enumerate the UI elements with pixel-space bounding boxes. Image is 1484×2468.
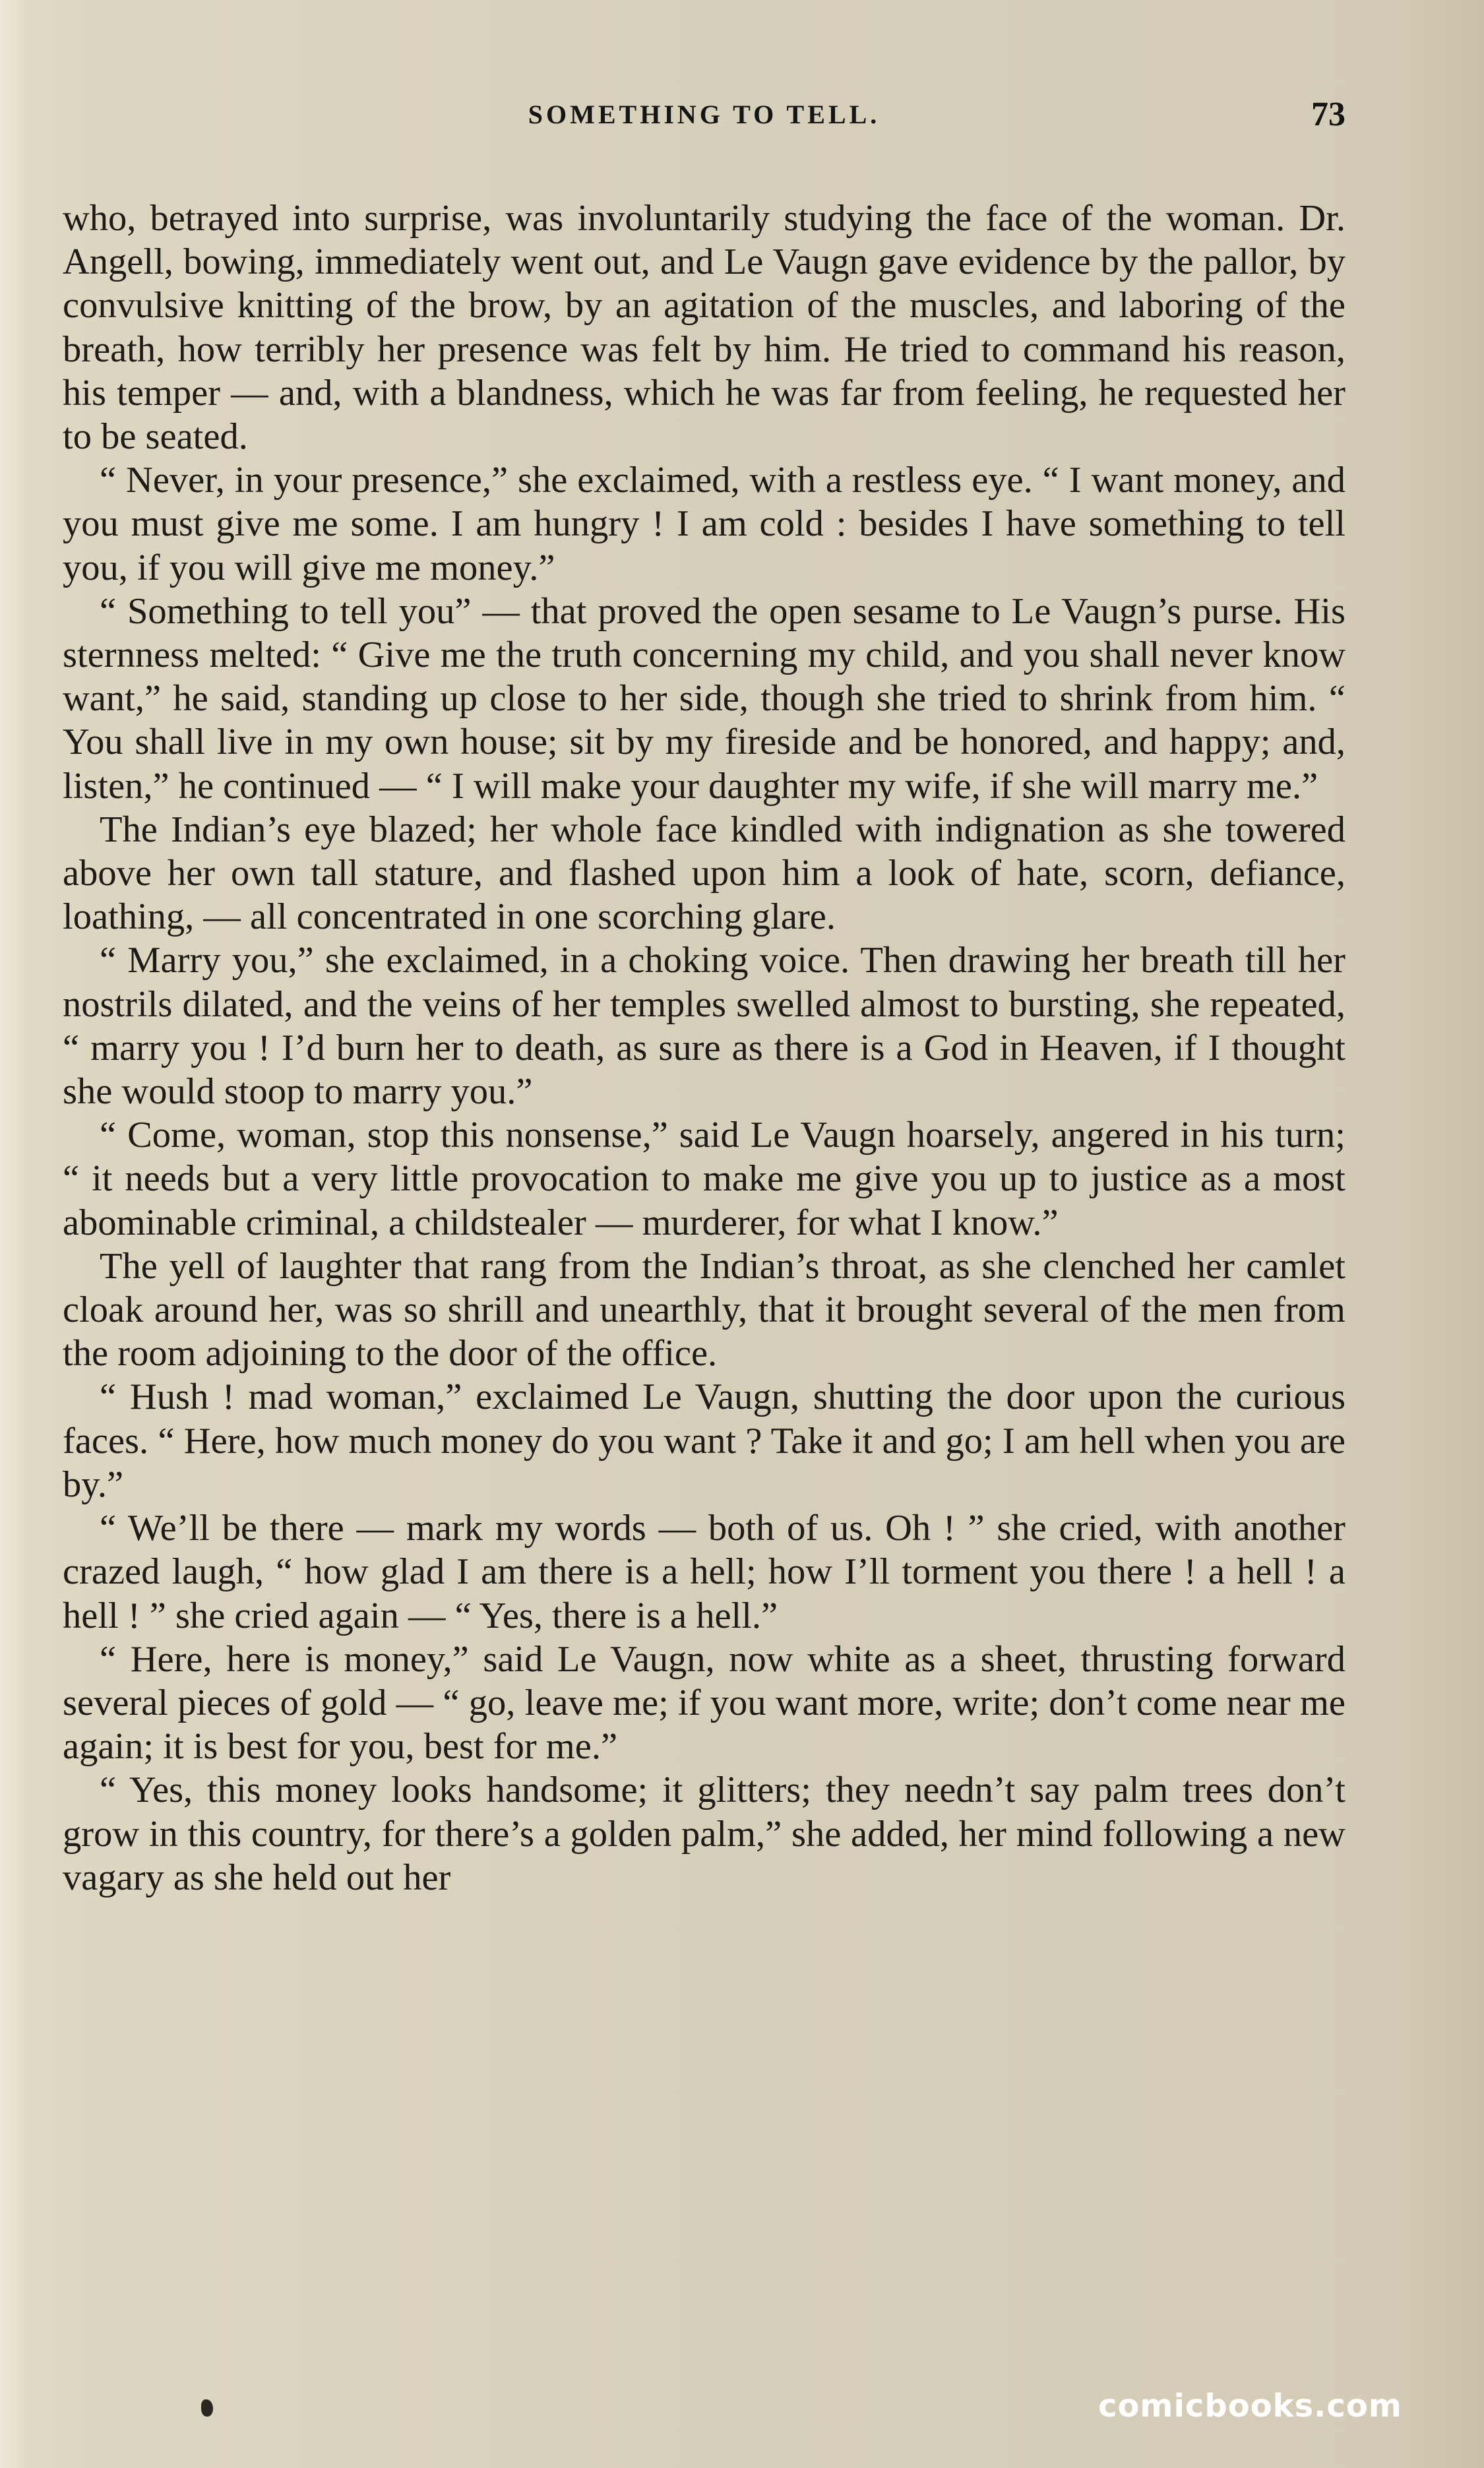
paragraph: The Indian’s eye blazed; her whole face kindled with indignation as she towered above her own tall stature, and flashed upon him a look of hate, scorn, defiance, loathing, — all concentrated in one scorching glare. [63, 809, 1345, 938]
paragraph: “ Never, in your presence,” she exclaimed, with a restless eye. “ I want money, and you must give me some. I am hungry ! I am cold : besides I have something to tell you, if you will give me money.” [63, 460, 1345, 588]
paragraph: “ We’ll be there — mark my words — both of us. Oh ! ” she cried, with another crazed laugh, “ how glad I am there is a hell; how I’ll torment you there ! a hell ! a hell ! ” she cried again — “ Yes, there is a hell.” [63, 1508, 1345, 1636]
ink-smudge [201, 2399, 213, 2417]
running-head: SOMETHING TO TELL. [528, 100, 881, 129]
page-number: 73 [1311, 96, 1345, 133]
paragraph: The yell of laughter that rang from the Indian’s throat, as she clenched her camlet cloak around her, was so shrill and unearthly, that it brought several of the men from the room adjoining to the door of the office. [63, 1245, 1345, 1374]
paragraph: “ Come, woman, stop this nonsense,” said Le Vaugn hoarsely, angered in his turn; “ it needs but a very little provocation to make me give you up to justice as a most abominable criminal, a childstealer — murderer, for what I know.” [63, 1115, 1345, 1243]
paragraph: who, betrayed into surprise, was involuntarily studying the face of the woman. Dr. Angell, bowing, immediately went out, and Le Vaugn gave evidence by the pallor, by convulsive knitting of the brow, by an agitation of the muscles, and laboring of the breath, how terribly her presence was felt by him. He tried to command his reason, his temper — and, with a blandness, which he was far from feeling, he requested her to be seated. [63, 198, 1345, 458]
paragraph: “ Something to tell you” — that proved the open sesame to Le Vaugn’s purse. His sternness melted: “ Give me the truth concerning my child, and you shall never know want,” he said, standing up close to her side, though she tried to shrink from him. “ You shall live in my own house; sit by my fireside and be honored, and happy; and, listen,” he continued — “ I will make your daughter my wife, if she will marry me.” [63, 590, 1345, 807]
paragraph: “ Here, here is money,” said Le Vaugn, now white as a sheet, thrusting forward several pieces of gold — “ go, leave me; if you want more, write; don’t come near me again; it is best for you, best for me.” [63, 1638, 1345, 1768]
paragraph: “ Yes, this money looks handsome; it glitters; they needn’t say palm trees don’t grow in this country, for there’s a golden palm,” she added, her mind following a new vagary as she held out her [63, 1770, 1345, 1898]
page-header [63, 96, 1345, 145]
body-text [63, 197, 1345, 1899]
paragraph: “ Marry you,” she exclaimed, in a choking voice. Then drawing her breath till her nostrils dilated, and the veins of her temples swelled almost to bursting, she repeated, “ marry you ! I’d burn her to death, as sure as there is a God in Heaven, if I thought she would stoop to marry you.” [63, 940, 1345, 1113]
paragraph: “ Hush ! mad woman,” exclaimed Le Vaugn, shutting the door upon the curious faces. “ Here, how much money do you want ? Take it and go; I am hell when you are by.” [63, 1376, 1345, 1505]
watermark: comicbooks.com [1098, 2388, 1402, 2424]
